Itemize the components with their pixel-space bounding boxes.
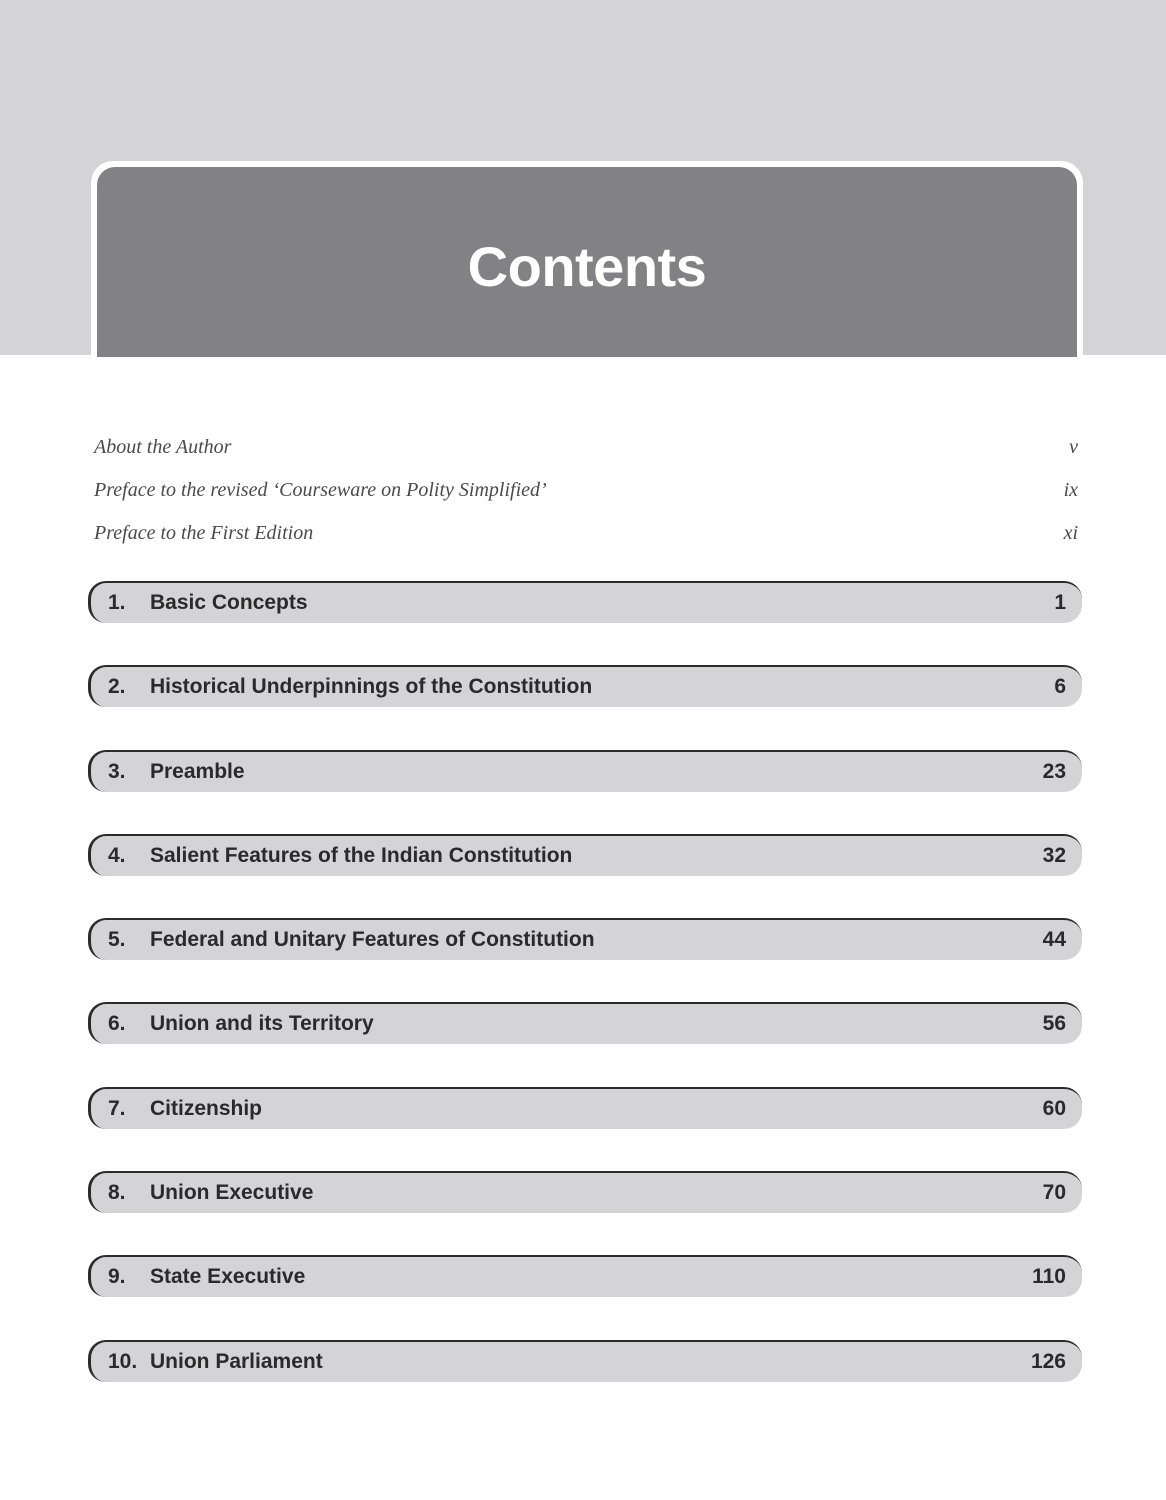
chapter-number: 8. [108, 1181, 126, 1205]
chapter-list [88, 581, 1082, 1424]
chapter-entry[interactable] [88, 918, 1082, 960]
chapter-number: 1. [108, 591, 126, 614]
front-matter-page: xi [1063, 522, 1078, 544]
chapter-entry[interactable] [88, 665, 1082, 707]
chapter-number: 4. [108, 843, 126, 867]
title-box [97, 167, 1077, 357]
chapter-title: State Executive [150, 1265, 306, 1289]
chapter-number: 2. [108, 675, 126, 699]
chapter-page: 126 [1030, 1349, 1066, 1373]
chapter-entry[interactable] [88, 750, 1082, 792]
chapter-page: 1 [1054, 591, 1066, 614]
chapter-title: Union Parliament [150, 1349, 323, 1373]
front-matter-page: ix [1063, 479, 1078, 501]
front-matter-item[interactable] [94, 472, 1080, 515]
chapter-number: 7. [108, 1096, 126, 1120]
chapter-title: Basic Concepts [150, 591, 308, 614]
chapter-title: Salient Features of the Indian Constitution [150, 843, 573, 867]
front-matter-title: Preface to the revised ‘Courseware on Polity Simplified’ [94, 479, 547, 501]
front-matter-list [94, 429, 1080, 558]
chapter-page: 70 [1042, 1181, 1066, 1205]
page-title: Contents [467, 235, 707, 298]
chapter-entry[interactable] [88, 1255, 1082, 1297]
front-matter-item[interactable] [94, 429, 1080, 472]
chapter-title: Historical Underpinnings of the Constitution [150, 675, 593, 699]
chapter-page: 56 [1042, 1012, 1066, 1036]
chapter-page: 110 [1032, 1265, 1066, 1289]
chapter-page: 44 [1042, 928, 1066, 952]
chapter-entry[interactable] [88, 1087, 1082, 1129]
front-matter-title: About the Author [94, 436, 232, 458]
chapter-entry[interactable] [88, 1002, 1082, 1044]
chapter-number: 5. [108, 928, 126, 952]
chapter-entry[interactable] [88, 1340, 1082, 1382]
chapter-page: 23 [1042, 759, 1066, 783]
chapter-number: 9. [108, 1265, 126, 1289]
chapter-number: 10. [108, 1349, 138, 1373]
chapter-title: Union Executive [150, 1181, 314, 1205]
chapter-entry[interactable] [88, 1171, 1082, 1213]
chapter-page: 6 [1054, 675, 1066, 699]
front-matter-page: v [1069, 436, 1078, 458]
chapter-title: Citizenship [150, 1096, 263, 1120]
front-matter-item[interactable] [94, 515, 1080, 558]
chapter-entry[interactable] [88, 834, 1082, 876]
front-matter-title: Preface to the First Edition [94, 522, 314, 544]
chapter-number: 3. [108, 759, 126, 783]
chapter-page: 60 [1042, 1096, 1066, 1120]
chapter-number: 6. [108, 1012, 126, 1036]
chapter-title: Union and its Territory [150, 1012, 374, 1036]
chapter-title: Preamble [150, 759, 245, 783]
chapter-title: Federal and Unitary Features of Constitution [150, 928, 595, 952]
chapter-entry[interactable] [88, 581, 1082, 623]
chapter-page: 32 [1042, 843, 1066, 867]
